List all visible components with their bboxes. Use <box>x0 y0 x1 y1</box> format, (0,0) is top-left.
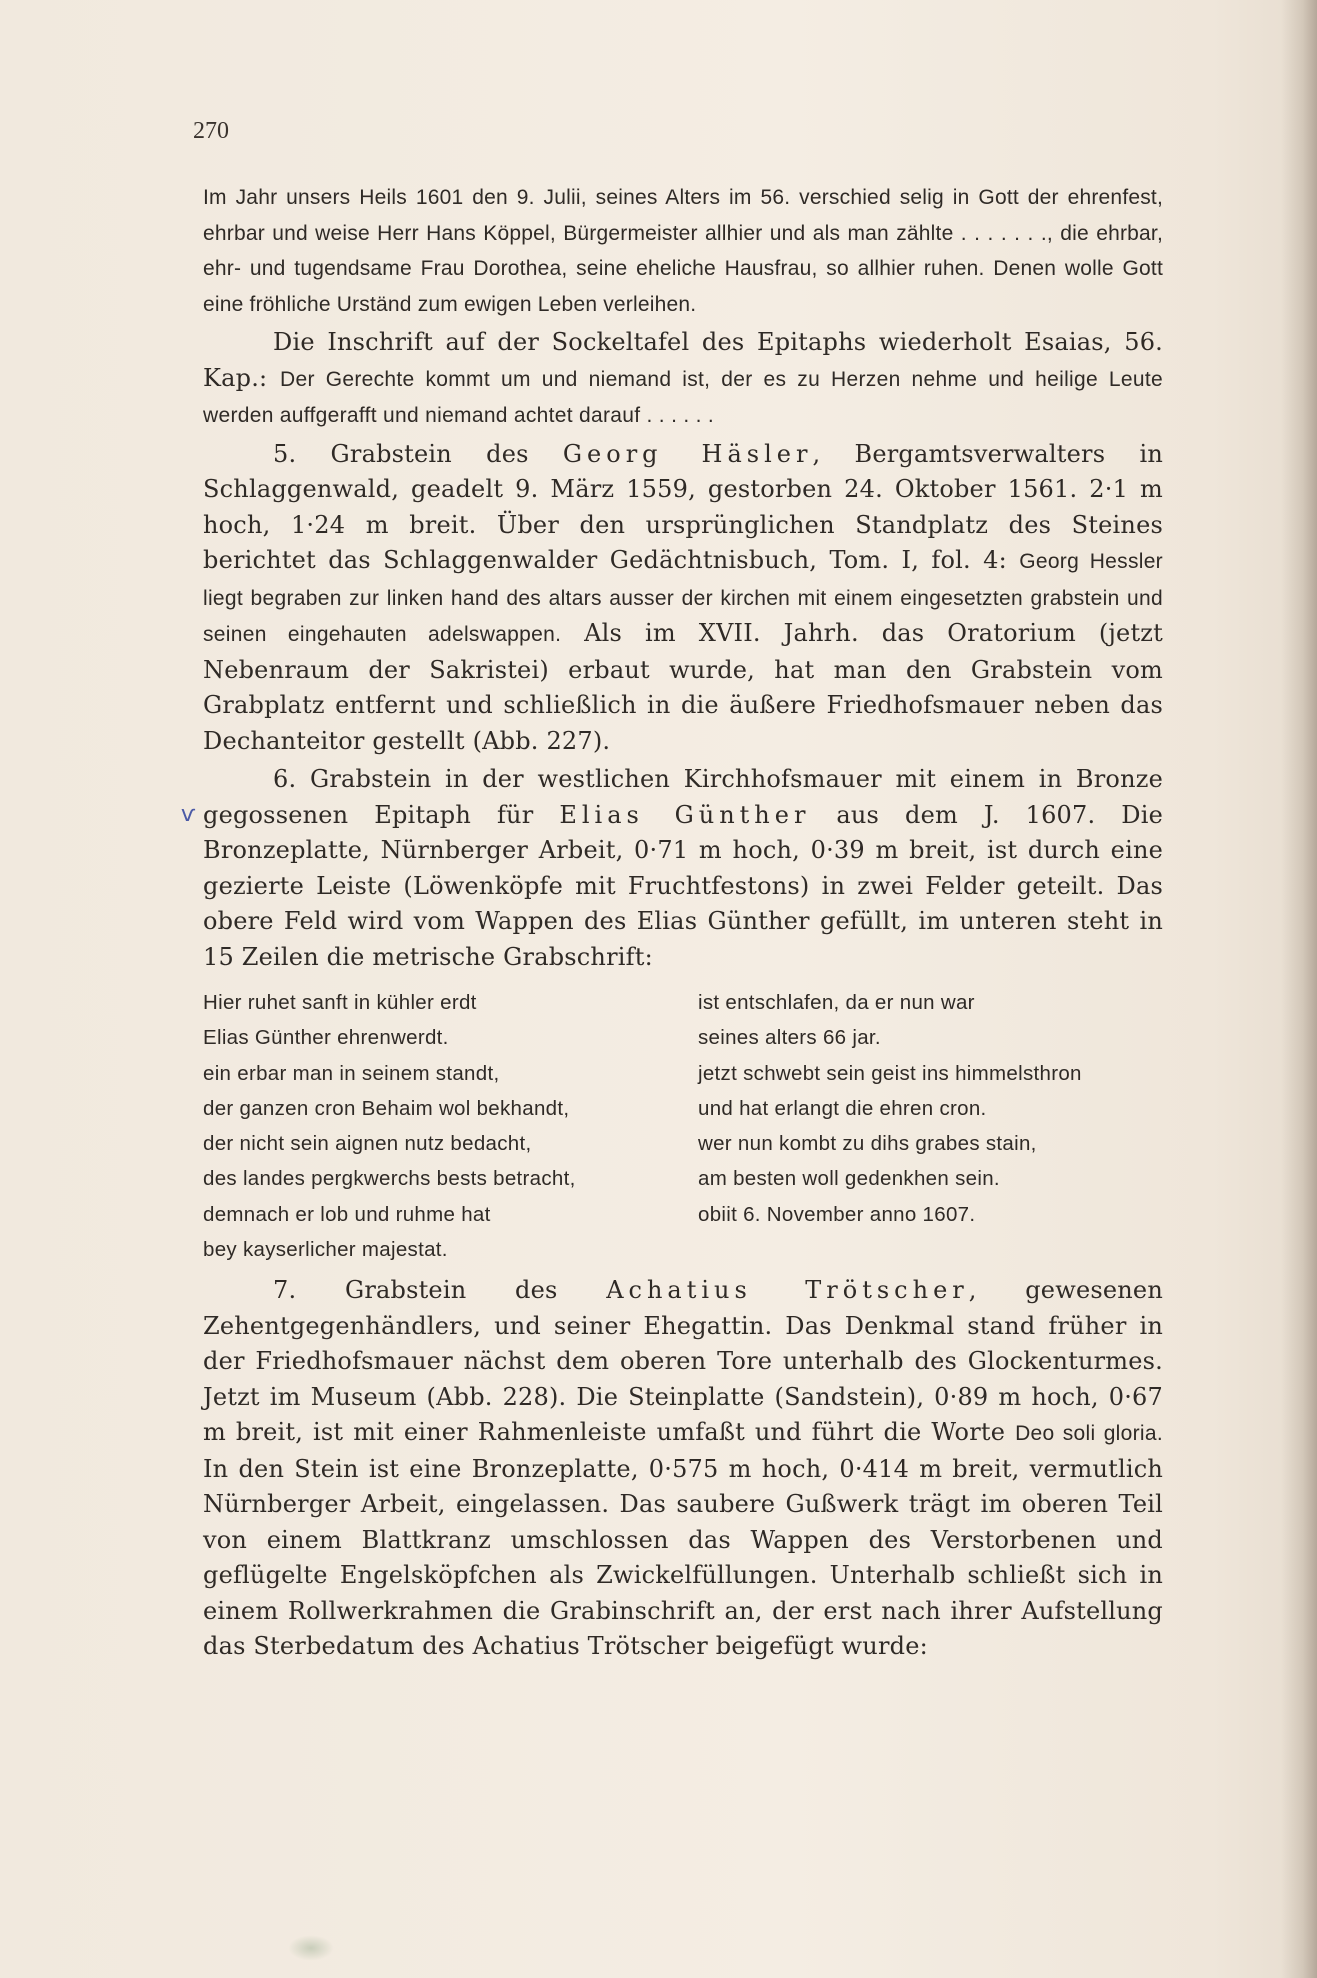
verse-line: obiit 6. November anno 1607. <box>698 1202 976 1226</box>
verse-column-left <box>203 985 698 1267</box>
paragraph-sockeltafel <box>203 325 1163 434</box>
paragraph-text: 5. Grabstein des <box>273 439 563 468</box>
verse-line: wer nun kombt zu dihs grabes stain, <box>698 1132 1037 1156</box>
verse-line: demnach er lob und ruhme hat <box>203 1202 491 1226</box>
paragraph-grabstein-5 <box>203 437 1163 760</box>
quoted-inscription: Deo soli gloria. <box>1015 1422 1164 1446</box>
paragraph-text: , gewesenen Zehentgegenhändlers, und seiner Ehegattin. Das Denkmal stand früher in der Friedhofsmauer nächst dem oberen Tore unterhalb des Glockenturmes. Jetzt im Museum (Abb. 228). Die Steinplatte (Sandstein), 0·89 m hoch, 0·67 m breit, ist mit einer Rahmenleiste umfaßt und führt die Worte <box>203 1276 1163 1447</box>
paragraph-grabstein-6 <box>203 762 1163 975</box>
verse-line: bey kayserlicher majestat. <box>203 1238 448 1262</box>
page-number: 270 <box>193 118 229 144</box>
inscription-paragraph-1: Im Jahr unsers Heils 1601 den 9. Julii, seines Alters im 56. verschied selig in Gott der ehrenfest, ehrbar und weise Herr Hans Köppel, Bürgermeister allhier und als man zählte . . . . . . ., die ehrbar, ehr- und tugendsame Frau Dorothea, seine eheliche Hausfrau, so allhier ruhen. Denen wolle Gott eine fröhliche Urständ zum ewigen Leben verleihen. <box>203 186 1163 316</box>
paragraph-text: Die Inschrift auf der Sockeltafel des Epitaphs wiederholt Esaias, 56. Kap.: <box>203 328 1163 392</box>
paragraph-grabstein-7 <box>203 1273 1163 1665</box>
quoted-inscription: Der Gerechte kommt um und niemand ist, der es zu Herzen nehme und heilige Leute werden auffgerafft und niemand achtet darauf . . . . . . <box>203 367 1163 427</box>
person-name: Achatius Trötscher <box>606 1276 969 1305</box>
verse-line: ist entschlafen, da er nun war <box>698 991 975 1014</box>
paragraph-text: 7. Grabstein des <box>273 1276 607 1305</box>
page-gutter-shadow <box>1281 0 1317 1978</box>
paragraph-text: In den Stein ist eine Bronzeplatte, 0·575 m hoch, 0·414 m breit, vermutlich Nürnberger Arbeit, eingelassen. Das saubere Gußwerk trägt im oberen Teil von einem Blattkranz umschlossen das Wappen des Verstorbenen und geflügelte Engelsköpfchen als Zwickelfüllungen. Unterhalb schließt sich in einem Rollwerkrahmen die Grabinschrift an, der erst nach ihrer Aufstellung das Sterbedatum des Achatius Trötscher beigefügt wurde: <box>203 1454 1163 1661</box>
verse-line: Elias Günther ehrenwerdt. <box>203 1026 449 1050</box>
quoted-inscription: Georg Hessler liegt begraben zur linken hand des altars ausser der kirchen mit einem eingesetzten grabstein und seinen eingehauten adelswappen. <box>203 550 1163 646</box>
verse-column-right <box>698 985 1163 1267</box>
pencil-margin-mark: ѵ <box>181 802 196 827</box>
body-text <box>203 180 1163 1665</box>
verse-line: Hier ruhet sanft in kühler erdt <box>203 991 477 1014</box>
paragraph-text: Als im XVII. Jahrh. das Oratorium (jetzt Nebenraum der Sakristei) erbaut wurde, hat man den Grabstein vom Grabplatz entfernt und schließlich in die äußere Friedhofsmauer neben das Dechanteitor gestellt (Abb. 227). <box>203 619 1163 755</box>
verse-line: jetzt schwebt sein geist ins himmelsthron <box>698 1061 1082 1085</box>
paragraph-text: , Bergamtsverwalters in Schlaggenwald, geadelt 9. März 1559, gestorben 24. Oktober 1561. 2·1 m hoch, 1·24 m breit. Über den ursprünglichen Standplatz des Steines berichtet das Schlaggenwalder Gedächtnisbuch, Tom. I, fol. 4: <box>203 439 1163 574</box>
person-name: Georg Häsler <box>562 439 813 468</box>
verse-line: der ganzen cron Behaim wol bekhandt, <box>203 1096 570 1120</box>
paper-stain <box>288 1935 334 1961</box>
verse-line: und hat erlangt die ehren cron. <box>698 1096 987 1120</box>
epitaph-verse <box>203 985 1163 1267</box>
person-name: Elias Günther <box>559 800 811 829</box>
paragraph-text: 6. Grabstein in der westlichen Kirchhofsmauer mit einem in Bronze gegossenen Epitaph für <box>203 765 1163 829</box>
verse-line: seines alters 66 jar. <box>698 1026 881 1050</box>
verse-line: der nicht sein aignen nutz bedacht, <box>203 1132 532 1156</box>
verse-line: des landes pergkwerchs bests betracht, <box>203 1167 576 1191</box>
paragraph-text: aus dem J. 1607. Die Bronzeplatte, Nürnberger Arbeit, 0·71 m hoch, 0·39 m breit, ist durch eine gezierte Leiste (Löwenköpfe mit Fruchtfestons) in zwei Felder geteilt. Das obere Feld wird vom Wappen des Elias Günther gefüllt, im unteren steht in 15 Zeilen die metrische Grabschrift: <box>203 800 1163 971</box>
verse-line: ein erbar man in seinem standt, <box>203 1061 500 1085</box>
verse-line: am besten woll gedenkhen sein. <box>698 1167 1000 1191</box>
